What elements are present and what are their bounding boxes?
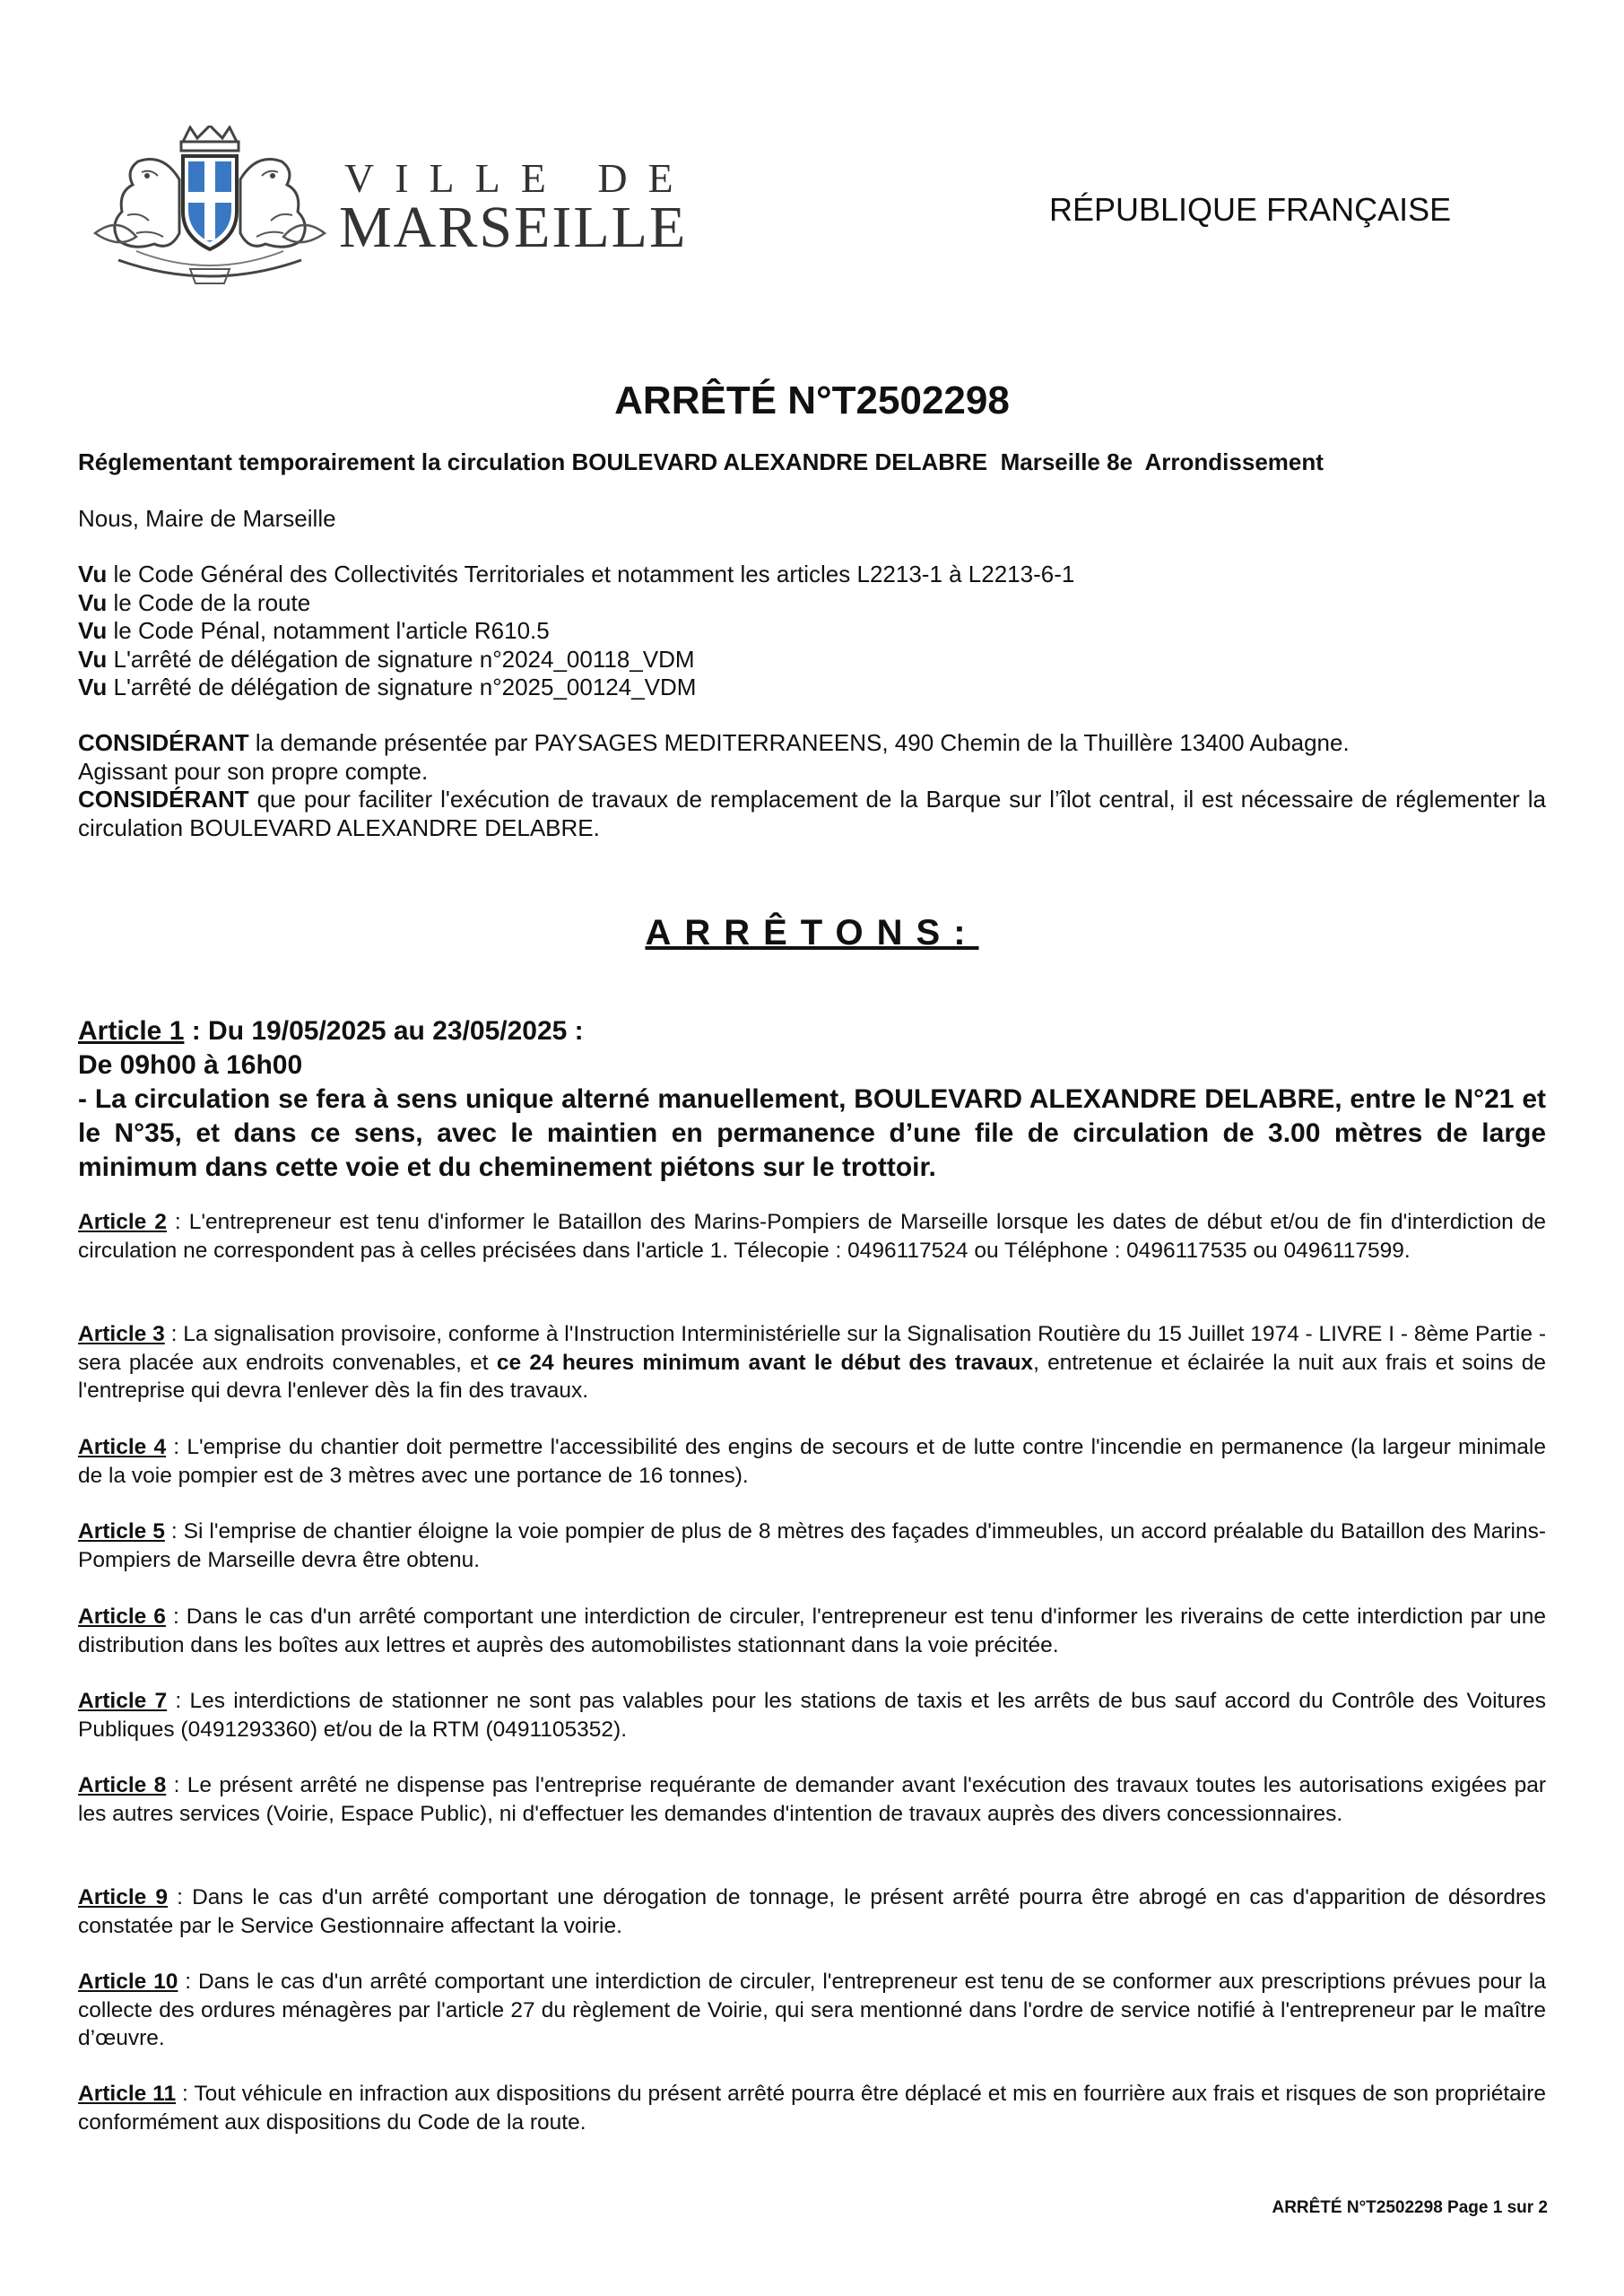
vu-item [78, 589, 1546, 618]
article-text: : Dans le cas d'un arrêté comportant une interdiction de circuler, l'entrepreneur est tenu de se conformer aux prescriptions prévues pour la collecte des ordures ménagères par l'article 27 du règlement de Voirie, qui sera mentionné dans l'ordre de service notifié à l'entrepreneur par le maître d’œuvre. [78, 1970, 1546, 2050]
article-1-text: - La circulation se fera à sens unique alterné manuellement, BOULEVARD ALEXANDRE DELABRE, entre le N°21 et le N°35, et dans ce sens, avec le maintien en permanence d’une file de circulation de 3.00 mètres de large minimum dans cette voie et du cheminement piétons sur le trottoir. [78, 1084, 1546, 1182]
vu-text: L'arrêté de délégation de signature n°2024_00118_VDM [107, 645, 695, 673]
article-1-dates-line [78, 1014, 1546, 1048]
page-footer: ARRÊTÉ N°T2502298 Page 1 sur 2 [1272, 2198, 1548, 2217]
considerant-label: CONSIDÉRANT [78, 729, 249, 756]
article-text: : Tout véhicule en infraction aux dispositions du présent arrêté pourra être déplacé et mis en fourrière aux frais et risques de son propriétaire conformément aux dispositions du Code de la route. [78, 2082, 1546, 2135]
considerant-text: la demande présentée par PAYSAGES MEDITERRANEENS, 490 Chemin de la Thuillère 13400 Aubagne. [248, 729, 1350, 756]
article-9 [78, 1883, 1546, 1940]
article-6 [78, 1603, 1546, 1659]
considerant-item [78, 786, 1546, 842]
article-11 [78, 2080, 1546, 2136]
intro-line: Nous, Maire de Marseille [78, 505, 336, 532]
vu-item [78, 561, 1546, 589]
city-logo [83, 126, 694, 296]
vu-label: Vu [78, 645, 108, 673]
arretons-heading [0, 913, 1624, 953]
article-label: Article 6 [78, 1605, 166, 1629]
article-label: Article 8 [78, 1773, 167, 1797]
article-label: Article 2 [78, 1210, 167, 1234]
vu-text: le Code de la route [107, 588, 311, 616]
article-text: : L'entrepreneur est tenu d'informer le Bataillon des Marins-Pompiers de Marseille lorsque les dates de début et/ou de fin d'interdiction de circulation ne correspondent pas à celles précisées dans l'article 1. Télecopie : 0496117524 ou Téléphone : 0496117535 ou 0496117599. [78, 1210, 1547, 1263]
vu-label: Vu [78, 588, 108, 616]
article-label: Article 11 [78, 2082, 177, 2106]
vu-text: le Code Pénal, notamment l'article R610.5 [107, 617, 550, 644]
article-text: : Dans le cas d'un arrêté comportant une dérogation de tonnage, le présent arrêté pourra être abrogé en cas d'apparition de désordres constatée par le Service Gestionnaire affectant la voirie. [78, 1885, 1547, 1938]
vu-label: Vu [78, 674, 108, 700]
article-text: : L'emprise du chantier doit permettre l'accessibilité des engins de secours et de lutte contre l'incendie en permanence (la largeur minimale de la voie pompier est de 3 mètres avec une portance de 16 tonnes). [78, 1435, 1546, 1488]
article-4 [78, 1433, 1546, 1490]
vu-list [78, 561, 1546, 702]
article-1-dates: : Du 19/05/2025 au 23/05/2025 : [184, 1016, 584, 1046]
article-label: Article 9 [78, 1885, 169, 1909]
article-text: : La signalisation provisoire, conforme à l'Instruction Interministérielle sur la Signalisation Routière du 15 Juillet 1974 - LIVRE I - 8ème Partie - sera placée aux endroits convenables, et [78, 1322, 1547, 1375]
vu-label: Vu [78, 561, 108, 587]
article-text: : Le présent arrêté ne dispense pas l'entreprise requérante de demander avant l'exécution des travaux toutes les autorisations exigées par les autres services (Voirie, Espace Public), ni d'effectuer les demandes d'intention de travaux auprès des divers concessionnaires. [78, 1773, 1546, 1826]
intro-text [78, 505, 1546, 534]
vu-label: Vu [78, 617, 108, 644]
vu-item [78, 617, 1546, 646]
vu-text: L'arrêté de délégation de signature n°2025_00124_VDM [107, 674, 697, 700]
considerant-block [78, 729, 1546, 842]
article-1 [78, 1014, 1546, 1185]
article-label: Article 3 [78, 1322, 165, 1346]
article-7 [78, 1687, 1546, 1744]
article-label: Article 1 [78, 1016, 185, 1046]
article-text: : Dans le cas d'un arrêté comportant une interdiction de circuler, l'entrepreneur est tenu d'informer les riverains de cette interdiction par une distribution dans les boîtes aux lettres et auprès des automobilistes stationnant dans la voie précitée. [78, 1605, 1546, 1657]
article-2 [78, 1208, 1546, 1265]
considerant-label: CONSIDÉRANT [78, 786, 249, 813]
article-label: Article 7 [78, 1689, 168, 1713]
vu-text: le Code Général des Collectivités Territoriales et notamment les articles L2213-1 à L2213-6-1 [107, 561, 1075, 587]
article-text: : Les interdictions de stationner ne sont pas valables pour les stations de taxis et les arrêts de bus sauf accord du Contrôle des Voitures Publiques (0491293360) et/ou de la RTM (0491105352). [78, 1689, 1547, 1742]
article-text: , entretenue et éclairée la nuit aux frais et soins de l'entreprise qui devra l'enlever dès la fin des travaux. [78, 1350, 1546, 1403]
decree-subtitle: Réglementant temporairement la circulation BOULEVARD ALEXANDRE DELABRE Marseille 8e Arrondissement [78, 448, 1324, 475]
vu-item [78, 674, 1546, 702]
logo-text-ville-de: VILLE DE [344, 155, 694, 201]
considerant-item [78, 729, 1546, 758]
article-5 [78, 1518, 1546, 1574]
article-label: Article 5 [78, 1519, 165, 1544]
article-text: : Si l'emprise de chantier éloigne la voie pompier de plus de 8 mètres des façades d'immeubles, un accord préalable du Bataillon des Marins-Pompiers de Marseille devra être obtenu. [78, 1519, 1546, 1572]
article-bold-text: ce 24 heures minimum avant le début des travaux [496, 1350, 1034, 1375]
article-label: Article 4 [78, 1435, 167, 1459]
article-10 [78, 1968, 1546, 2053]
decree-title: ARRÊTÉ N°T2502298 [614, 378, 1010, 422]
coat-of-arms-icon [83, 126, 338, 296]
vu-item [78, 646, 1546, 674]
republic-heading: RÉPUBLIQUE FRANÇAISE [1049, 191, 1452, 228]
considerant-note: Agissant pour son propre compte. [78, 757, 429, 785]
article-label: Article 10 [78, 1970, 178, 1994]
article-1-hours: De 09h00 à 16h00 [78, 1050, 303, 1080]
logo-text-marseille: MARSEILLE [339, 195, 688, 260]
article-8 [78, 1771, 1546, 1828]
article-3 [78, 1320, 1546, 1405]
arretons-text: ARRÊTONS: [645, 913, 979, 952]
considerant-text: que pour faciliter l'exécution de travaux de remplacement de la Barque sur l’îlot central, il est nécessaire de réglementer la circulation BOULEVARD ALEXANDRE DELABRE. [78, 786, 1546, 841]
